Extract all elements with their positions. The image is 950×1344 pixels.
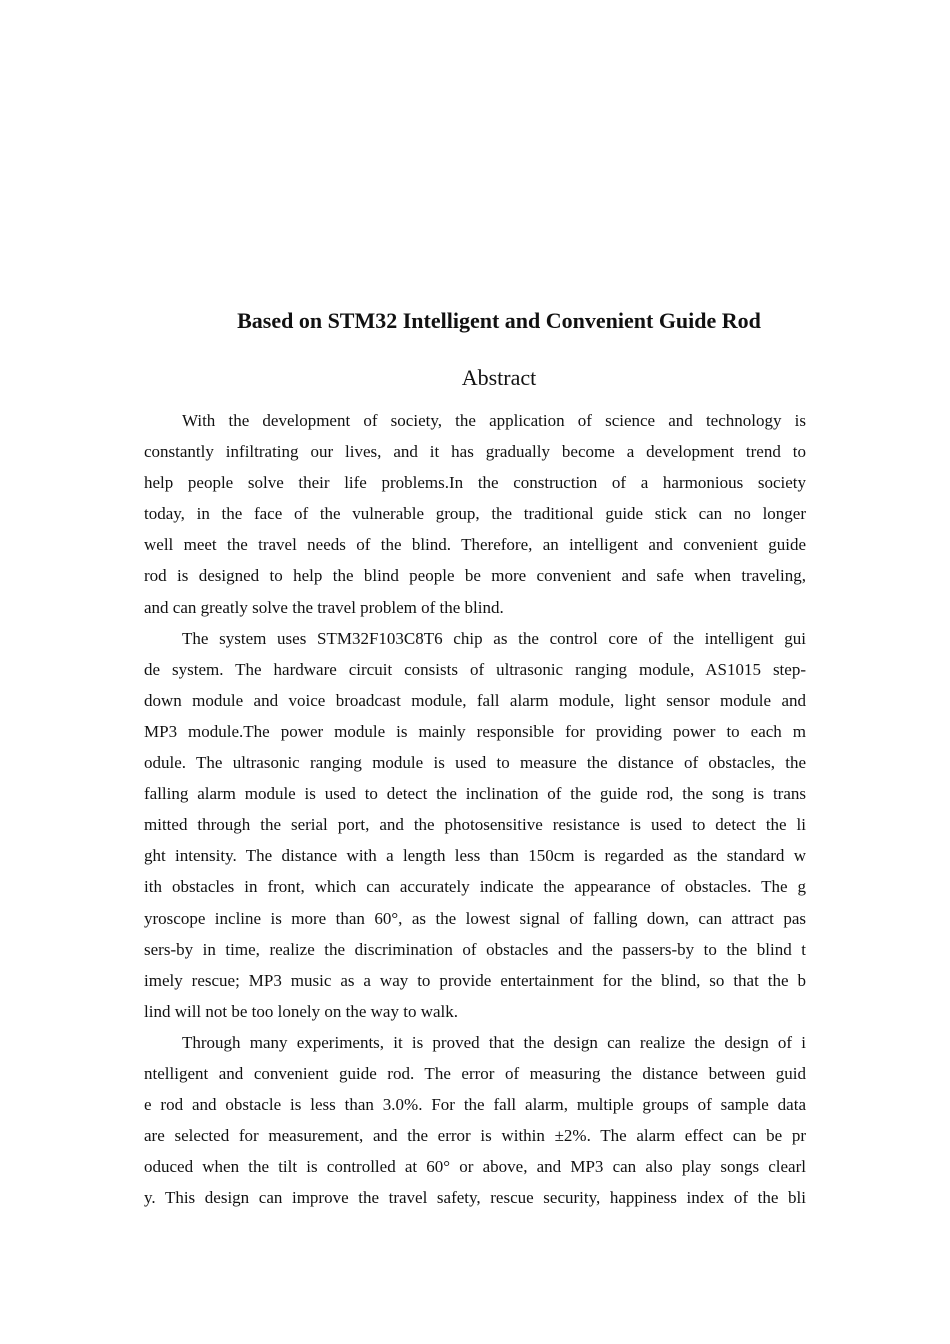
text-line: help people solve their life problems.In the construction of a harmonious society — [144, 473, 806, 493]
text-line: The system uses STM32F103C8T6 chip as the control core of the intelligent gui — [182, 628, 806, 648]
text-line: ght intensity. The distance with a length less than 150cm is regarded as the standard w — [144, 846, 806, 866]
text-line: odule. The ultrasonic ranging module is used to measure the distance of obstacles, the — [144, 753, 806, 773]
abstract-heading: Abstract — [461, 365, 537, 390]
text-line: y. This design can improve the travel safety, rescue security, happiness index of the bli — [144, 1188, 806, 1208]
text-line: imely rescue; MP3 music as a way to provide entertainment for the blind, so that the b — [144, 970, 806, 990]
text-line: and can greatly solve the travel problem of the blind. — [144, 597, 504, 617]
text-line: ith obstacles in front, which can accurately indicate the appearance of obstacles. The g — [144, 877, 806, 897]
text-line: With the development of society, the application of science and technology is — [182, 411, 806, 430]
text-line: oduced when the tilt is controlled at 60° or above, and MP3 can also play songs clearl — [144, 1157, 806, 1177]
abstract-paragraph-1 — [144, 405, 806, 623]
text-line: down module and voice broadcast module, fall alarm module, light sensor module and — [144, 690, 806, 710]
text-line: constantly infiltrating our lives, and it has gradually become a development trend to — [144, 442, 806, 462]
text-line: are selected for measurement, and the error is within ±2%. The alarm effect can be pr — [144, 1126, 806, 1146]
text-line: lind will not be too lonely on the way to walk. — [144, 1001, 458, 1021]
text-line: sers-by in time, realize the discrimination of obstacles and the passers-by to the blind t — [144, 939, 806, 959]
text-line: yroscope incline is more than 60°, as the lowest signal of falling down, can attract pas — [144, 908, 806, 928]
text-line: de system. The hardware circuit consists of ultrasonic ranging module, AS1015 step- — [144, 659, 806, 679]
text-line: mitted through the serial port, and the photosensitive resistance is used to detect the li — [144, 815, 806, 835]
paper-title: Based on STM32 Intelligent and Convenient Guide Rod — [237, 308, 761, 333]
text-line: well meet the travel needs of the blind. Therefore, an intelligent and convenient guide — [144, 535, 806, 555]
text-line: today, in the face of the vulnerable group, the traditional guide stick can no longer — [144, 504, 806, 524]
abstract-paragraph-2 — [144, 623, 806, 1027]
text-line: falling alarm module is used to detect the inclination of the guide rod, the song is trans — [144, 784, 806, 804]
abstract-body — [144, 405, 806, 1213]
text-line: MP3 module.The power module is mainly responsible for providing power to each m — [144, 721, 806, 741]
abstract-paragraph-3 — [144, 1027, 806, 1214]
text-line: ntelligent and convenient guide rod. The error of measuring the distance between guid — [144, 1063, 806, 1083]
text-line: Through many experiments, it is proved that the design can realize the design of i — [182, 1032, 806, 1052]
text-line: rod is designed to help the blind people be more convenient and safe when traveling, — [144, 566, 806, 586]
text-line: e rod and obstacle is less than 3.0%. For the fall alarm, multiple groups of sample data — [144, 1095, 806, 1115]
